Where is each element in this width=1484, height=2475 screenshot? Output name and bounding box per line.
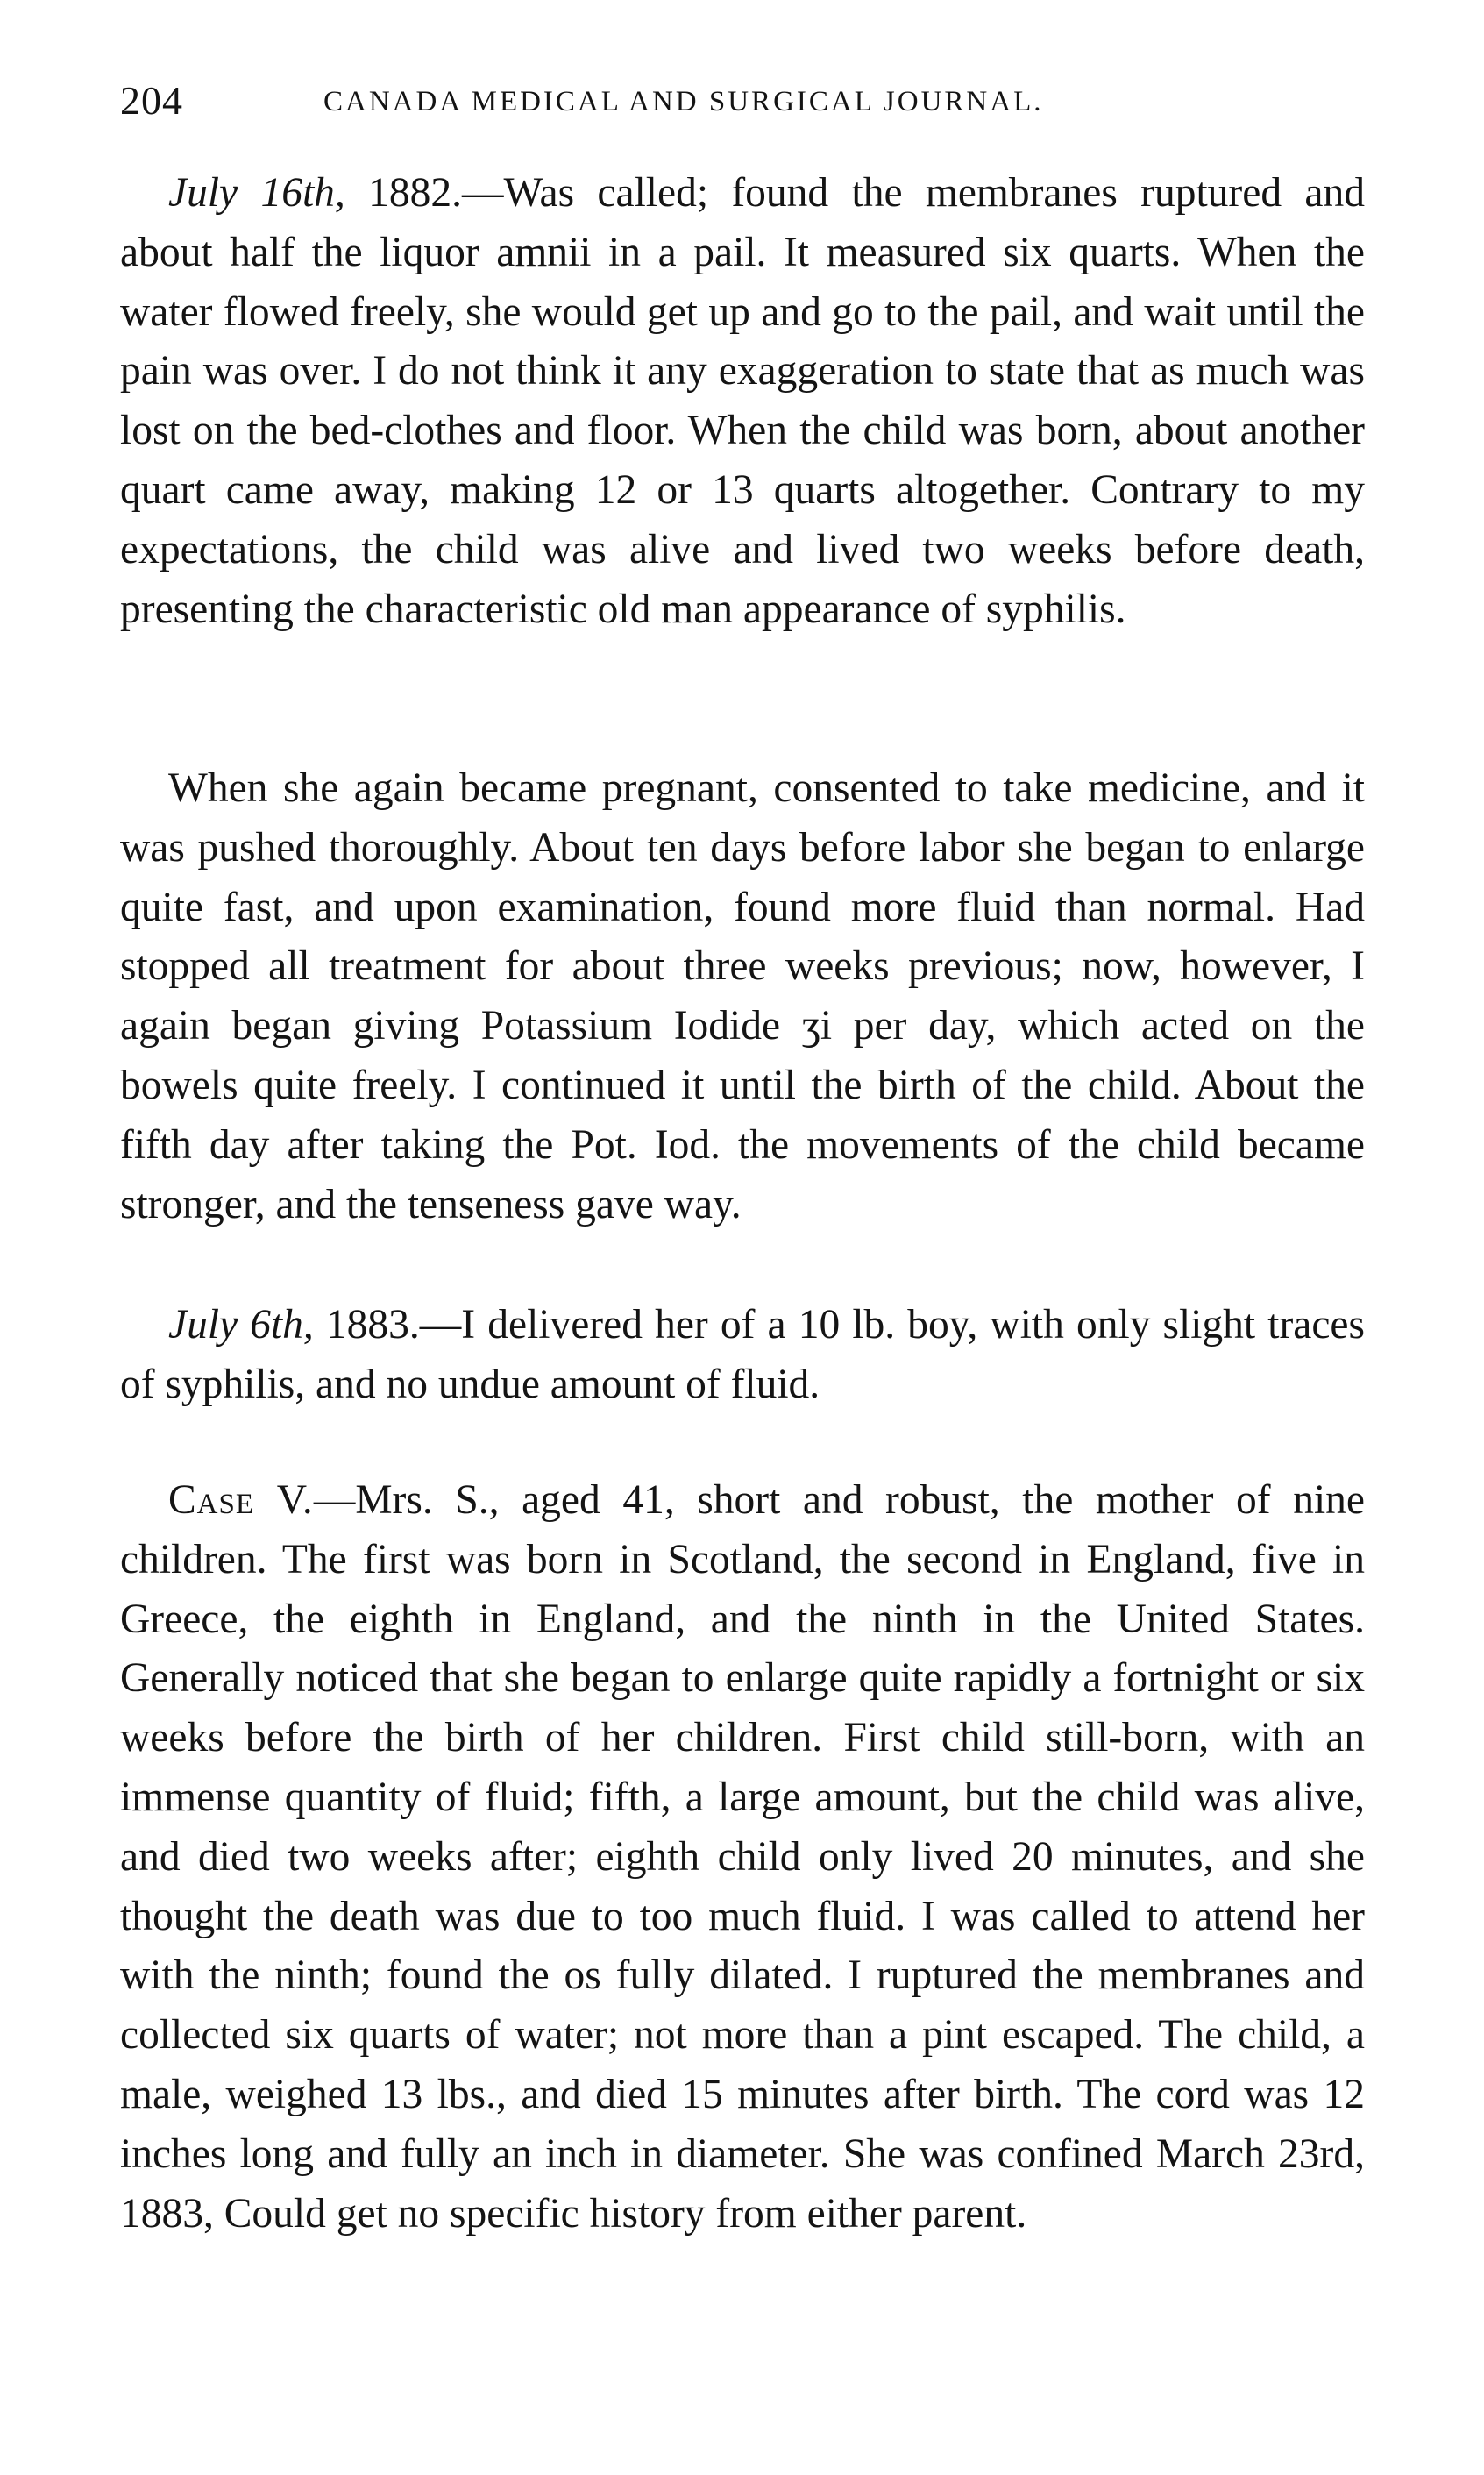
paragraph-text: [120, 759, 1365, 1234]
paragraph-body: 1883.—I delivered her of a 10 lb. boy, with only slight traces of syphilis, and no undue amount of fluid.: [120, 1302, 1365, 1407]
case-label: Case V.: [168, 1477, 314, 1523]
paragraph-second-pregnancy: [120, 759, 1365, 1234]
paragraph-body: When she again became pregnant, consented to take medicine, and it was pushed thoroughly. About ten days before labor she began to enlarge quite fast, and upon examination, found more fluid than normal. Had stopped all treatment for about three weeks previous; now, however, I again began giving Potassium Iodide ʒi per day, which acted on the bowels quite freely. I continued it until the birth of the child. About the fifth day after taking the Pot. Iod. the movements of the child became stronger, and the tenseness gave way.: [120, 765, 1365, 1227]
paragraph-body: 1882.—Was called; found the membranes ruptured and about half the liquor amnii in a pail. It measured six quarts. When the water flowed freely, she would get up and go to the pail, and wait until the pain was over. I do not think it any exaggeration to state that as much was lost on the bed-clothes and floor. When the child was born, about another quart came away, making 12 or 13 quarts altogether. Contrary to my expectations, the child was alive and lived two weeks before death, presenting the characteristic old man appearance of syphilis.: [120, 170, 1365, 632]
date-label: July 16th,: [168, 170, 345, 216]
paragraph-july-1882: [120, 164, 1365, 639]
paragraph-case-v: [120, 1471, 1365, 2244]
date-label: July 6th,: [168, 1302, 314, 1348]
paragraph-text: [120, 164, 1365, 639]
paragraph-body: —Mrs. S., aged 41, short and robust, the mother of nine children. The first was born in Scotland, the second in England, five in Greece, the eighth in England, and the ninth in the United States. Generally noticed that she began to enlarge quite rapidly a fortnight or six weeks before the birth of her children. First child still-born, with an immense quantity of fluid; fifth, a large amount, but the child was alive, and died two weeks after; eighth child only lived 20 minutes, and she thought the death was due to too much fluid. I was called to attend her with the ninth; found the os fully dilated. I ruptured the membranes and collected six quarts of water; not more than a pint escaped. The child, a male, weighed 13 lbs., and died 15 minutes after birth. The cord was 12 inches long and fully an inch in diameter. She was confined March 23rd, 1883, Could get no specific history from either parent.: [120, 1477, 1365, 2237]
running-head: CANADA MEDICAL AND SURGICAL JOURNAL.: [323, 86, 1044, 117]
page-number: 204: [120, 78, 183, 123]
paragraph-text: [120, 1471, 1365, 2244]
paragraph-july-1883: [120, 1296, 1365, 1415]
paragraph-text: [120, 1296, 1365, 1415]
page-header: [120, 77, 1365, 130]
